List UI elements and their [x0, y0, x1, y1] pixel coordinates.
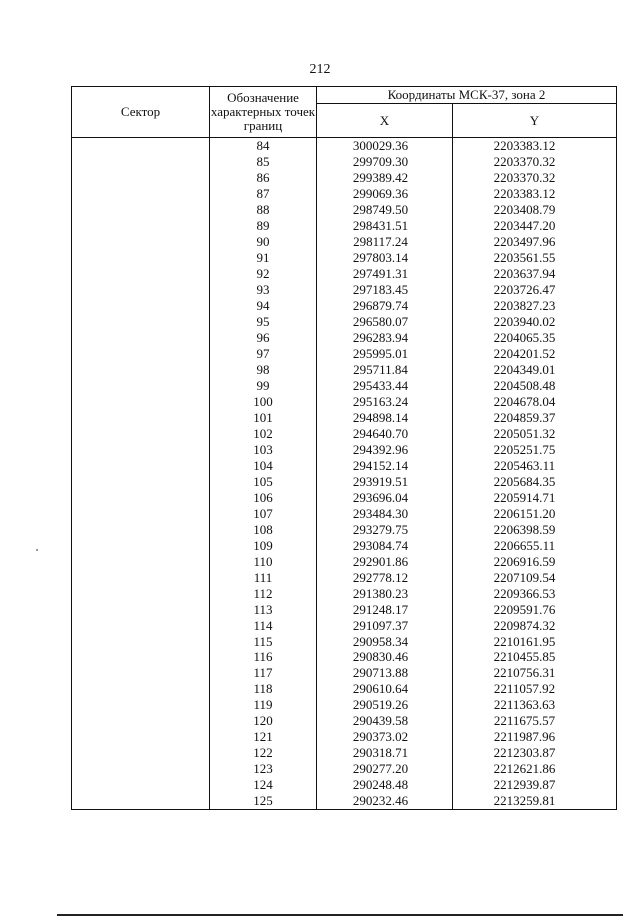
x-coordinate-cell: 299069.36 — [317, 186, 453, 202]
x-coordinate-cell: 295711.84 — [317, 362, 453, 378]
y-coordinate-cell: 2203637.94 — [453, 266, 617, 282]
point-number-cell: 85 — [210, 154, 317, 170]
y-coordinate-cell: 2204349.01 — [453, 362, 617, 378]
y-coordinate-cell: 2203408.79 — [453, 202, 617, 218]
x-coordinate-cell: 295433.44 — [317, 378, 453, 394]
x-coordinate-cell: 293696.04 — [317, 489, 453, 505]
y-coordinate-cell: 2212939.87 — [453, 777, 617, 793]
page-number: 212 — [309, 62, 331, 77]
point-number-cell: 119 — [210, 697, 317, 713]
y-coordinate-cell: 2211675.57 — [453, 713, 617, 729]
point-number-cell: 125 — [210, 793, 317, 809]
x-coordinate-cell: 299389.42 — [317, 170, 453, 186]
x-coordinate-cell: 294392.96 — [317, 441, 453, 457]
y-coordinate-cell: 2205684.35 — [453, 473, 617, 489]
point-number-cell: 97 — [210, 346, 317, 362]
x-coordinate-cell: 290713.88 — [317, 665, 453, 681]
point-number-cell: 124 — [210, 777, 317, 793]
x-coordinate-cell: 290318.71 — [317, 745, 453, 761]
x-coordinate-cell: 293279.75 — [317, 521, 453, 537]
y-coordinate-cell: 2209591.76 — [453, 601, 617, 617]
y-coordinate-cell: 2204065.35 — [453, 330, 617, 346]
x-coordinate-cell: 292778.12 — [317, 569, 453, 585]
point-number-cell: 99 — [210, 378, 317, 394]
point-number-cell: 87 — [210, 186, 317, 202]
y-coordinate-cell: 2213259.81 — [453, 793, 617, 809]
y-coordinate-cell: 2210756.31 — [453, 665, 617, 681]
sector-column-header: Сектор — [72, 87, 210, 138]
point-number-cell: 93 — [210, 282, 317, 298]
point-number-cell: 113 — [210, 601, 317, 617]
point-number-cell: 105 — [210, 473, 317, 489]
x-coordinate-cell: 298749.50 — [317, 202, 453, 218]
coordinates-table — [71, 86, 617, 810]
point-number-cell: 115 — [210, 633, 317, 649]
point-number-cell: 96 — [210, 330, 317, 346]
point-number-cell: 91 — [210, 250, 317, 266]
point-number-cell: 108 — [210, 521, 317, 537]
y-coordinate-cell: 2207109.54 — [453, 569, 617, 585]
point-number-cell: 95 — [210, 314, 317, 330]
y-coordinate-cell: 2203370.32 — [453, 170, 617, 186]
point-number-cell: 123 — [210, 761, 317, 777]
x-coordinate-cell: 291248.17 — [317, 601, 453, 617]
x-coordinate-cell: 290958.34 — [317, 633, 453, 649]
point-number-cell: 120 — [210, 713, 317, 729]
y-coordinate-cell: 2210455.85 — [453, 649, 617, 665]
point-number-cell: 98 — [210, 362, 317, 378]
x-coordinate-cell: 298117.24 — [317, 234, 453, 250]
y-coordinate-cell: 2203370.32 — [453, 154, 617, 170]
point-number-cell: 92 — [210, 266, 317, 282]
y-coordinate-cell: 2203561.55 — [453, 250, 617, 266]
y-coordinate-cell: 2206151.20 — [453, 505, 617, 521]
x-coordinate-cell: 290248.48 — [317, 777, 453, 793]
point-number-cell: 112 — [210, 585, 317, 601]
x-coordinate-cell: 299709.30 — [317, 154, 453, 170]
y-coordinate-cell: 2209366.53 — [453, 585, 617, 601]
table-row — [72, 138, 617, 154]
point-number-cell: 86 — [210, 170, 317, 186]
y-coordinate-cell: 2205914.71 — [453, 489, 617, 505]
point-number-cell: 121 — [210, 729, 317, 745]
x-coordinate-cell: 291380.23 — [317, 585, 453, 601]
x-coordinate-cell: 290232.46 — [317, 793, 453, 809]
point-number-cell: 122 — [210, 745, 317, 761]
x-coordinate-cell: 293084.74 — [317, 537, 453, 553]
x-coordinate-cell: 294898.14 — [317, 409, 453, 425]
point-number-cell: 102 — [210, 425, 317, 441]
x-coordinate-cell: 290277.20 — [317, 761, 453, 777]
x-coordinate-cell: 296580.07 — [317, 314, 453, 330]
y-coordinate-cell: 2203447.20 — [453, 218, 617, 234]
x-coordinate-cell: 296283.94 — [317, 330, 453, 346]
table-header — [72, 87, 617, 138]
x-coordinate-cell: 296879.74 — [317, 298, 453, 314]
y-coordinate-cell: 2203497.96 — [453, 234, 617, 250]
point-number-cell: 100 — [210, 394, 317, 410]
y-coordinate-cell: 2206655.11 — [453, 537, 617, 553]
point-number-cell: 101 — [210, 409, 317, 425]
bottom-border-line — [57, 914, 623, 916]
y-coordinate-cell: 2205051.32 — [453, 425, 617, 441]
x-coordinate-cell: 297803.14 — [317, 250, 453, 266]
x-coordinate-cell: 293484.30 — [317, 505, 453, 521]
x-coordinate-cell: 300029.36 — [317, 138, 453, 154]
point-number-cell: 109 — [210, 537, 317, 553]
coordinates-group-header: Координаты МСК-37, зона 2 — [317, 87, 617, 104]
point-number-cell: 110 — [210, 553, 317, 569]
y-coordinate-cell: 2212621.86 — [453, 761, 617, 777]
y-coordinate-cell: 2204508.48 — [453, 378, 617, 394]
point-column-header: Обозначение характерных точек границ — [210, 87, 317, 138]
x-column-header: X — [317, 104, 453, 138]
y-coordinate-cell: 2211057.92 — [453, 681, 617, 697]
x-coordinate-cell: 290519.26 — [317, 697, 453, 713]
y-coordinate-cell: 2203383.12 — [453, 186, 617, 202]
point-number-cell: 88 — [210, 202, 317, 218]
point-number-cell: 111 — [210, 569, 317, 585]
y-column-header: Y — [453, 104, 617, 138]
y-coordinate-cell: 2206398.59 — [453, 521, 617, 537]
y-coordinate-cell: 2203940.02 — [453, 314, 617, 330]
point-number-cell: 89 — [210, 218, 317, 234]
point-number-cell: 103 — [210, 441, 317, 457]
y-coordinate-cell: 2209874.32 — [453, 617, 617, 633]
y-coordinate-cell: 2211363.63 — [453, 697, 617, 713]
point-number-cell: 118 — [210, 681, 317, 697]
point-number-cell: 104 — [210, 457, 317, 473]
x-coordinate-cell: 294640.70 — [317, 425, 453, 441]
y-coordinate-cell: 2206916.59 — [453, 553, 617, 569]
y-coordinate-cell: 2211987.96 — [453, 729, 617, 745]
point-number-cell: 90 — [210, 234, 317, 250]
x-coordinate-cell: 297491.31 — [317, 266, 453, 282]
y-coordinate-cell: 2203726.47 — [453, 282, 617, 298]
x-coordinate-cell: 297183.45 — [317, 282, 453, 298]
point-number-cell: 106 — [210, 489, 317, 505]
x-coordinate-cell: 295995.01 — [317, 346, 453, 362]
x-coordinate-cell: 292901.86 — [317, 553, 453, 569]
x-coordinate-cell: 290610.64 — [317, 681, 453, 697]
x-coordinate-cell: 290373.02 — [317, 729, 453, 745]
y-coordinate-cell: 2212303.87 — [453, 745, 617, 761]
point-number-cell: 94 — [210, 298, 317, 314]
x-coordinate-cell: 290439.58 — [317, 713, 453, 729]
sector-cell — [72, 138, 210, 810]
y-coordinate-cell: 2210161.95 — [453, 633, 617, 649]
point-number-cell: 114 — [210, 617, 317, 633]
y-coordinate-cell: 2203383.12 — [453, 138, 617, 154]
point-number-cell: 116 — [210, 649, 317, 665]
x-coordinate-cell: 295163.24 — [317, 394, 453, 410]
x-coordinate-cell: 290830.46 — [317, 649, 453, 665]
x-coordinate-cell: 294152.14 — [317, 457, 453, 473]
point-number-cell: 84 — [210, 138, 317, 154]
point-number-cell: 107 — [210, 505, 317, 521]
scan-speck — [36, 549, 38, 551]
table-body — [72, 138, 617, 810]
y-coordinate-cell: 2205463.11 — [453, 457, 617, 473]
x-coordinate-cell: 293919.51 — [317, 473, 453, 489]
y-coordinate-cell: 2204201.52 — [453, 346, 617, 362]
y-coordinate-cell: 2204859.37 — [453, 409, 617, 425]
point-number-cell: 117 — [210, 665, 317, 681]
y-coordinate-cell: 2204678.04 — [453, 394, 617, 410]
y-coordinate-cell: 2205251.75 — [453, 441, 617, 457]
x-coordinate-cell: 298431.51 — [317, 218, 453, 234]
y-coordinate-cell: 2203827.23 — [453, 298, 617, 314]
x-coordinate-cell: 291097.37 — [317, 617, 453, 633]
